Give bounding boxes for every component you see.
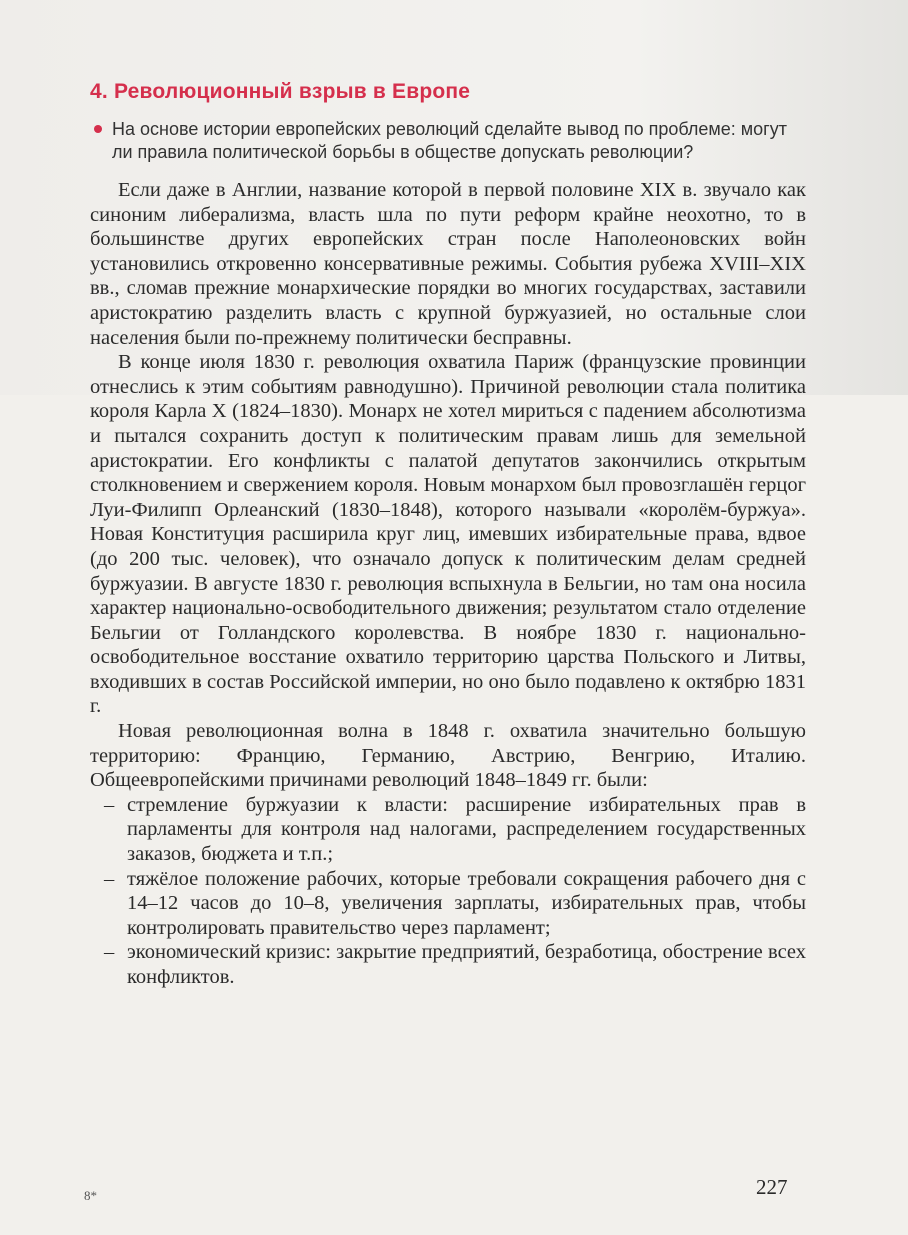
list-item [90,940,806,989]
dash-marker: – [104,867,115,890]
task-block [90,118,806,164]
causes-list [90,793,806,990]
signature-mark: 8* [84,1188,97,1203]
paragraph: Новая революционная волна в 1848 г. охватила значительно большую территорию: Францию, Германию, Австрию, Венгрию, Италию. Общеевропейскими причинами революций 1848–1849 гг. были: [90,720,806,792]
list-item [90,793,806,867]
textbook-page [90,80,806,990]
task-text: На основе истории европейских революций сделайте вывод по проблеме: могут ли правила политической борьбы в обществе допускать революции? [112,119,787,162]
list-item [90,867,806,941]
list-item-text: стремление буржуазии к власти: расширение избирательных прав в парламенты для контроля над налогами, распределением государственных заказов, бюджета и т.п.; [127,793,806,866]
section-title: 4. Революционный взрыв в Европе [90,80,471,103]
bullet-icon [94,125,102,133]
page-number: 227 [756,1175,788,1199]
paragraph: Если даже в Англии, название которой в первой половине XIX в. звучало как синоним либерализма, власть шла по пути реформ крайне неохотно, то в большинстве других европейских стран после Наполеоновских войн установились откровенно консервативные режимы. События рубежа XVIII–XIX вв., сломав прежние монархические порядки во многих государствах, заставили аристократию разделить власть с крупной буржуазией, но остальные слои населения были по-прежнему политически бесправны. [90,179,806,349]
paragraph: В конце июля 1830 г. революция охватила Париж (французские провинции отнеслись к этим событиям равнодушно). Причиной революции стала политика короля Карла X (1824–1830). Монарх не хотел мириться с падением абсолютизма и пытался сохранить доступ к политическим правам лишь для земельной аристократии. Его конфликты с палатой депутатов закончились открытым столкновением и свержением короля. Новым монархом был провозглашён герцог Луи-Филипп Орлеанский (1830–1848), которого называли «королём-буржуа». Новая Конституция расширила круг лиц, имевших избирательные права, вдвое (до 200 тыс. человек), что означало допуск к политическим делам средней буржуазии. В августе 1830 г. революция вспыхнула в Бельгии, но там она носила характер национально-освободительного движения; результатом стало отделение Бельгии от Голландского королевства. В ноябре 1830 г. национально-освободительное восстание охватило территорию царства Польского и Литвы, входивших в состав Российской империи, но оно было подавлено к октябрю 1831 г. [90,351,806,718]
dash-marker: – [104,793,115,816]
list-item-text: тяжёлое положение рабочих, которые требовали сокращения рабочего дня с 14–12 часов до 10–8, увеличения зарплаты, избирательных прав, чтобы контролировать правительство через парламент; [127,867,806,939]
dash-marker: – [104,941,115,964]
list-item-text: экономический кризис: закрытие предприятий, безработица, обострение всех конфликтов. [127,941,806,988]
